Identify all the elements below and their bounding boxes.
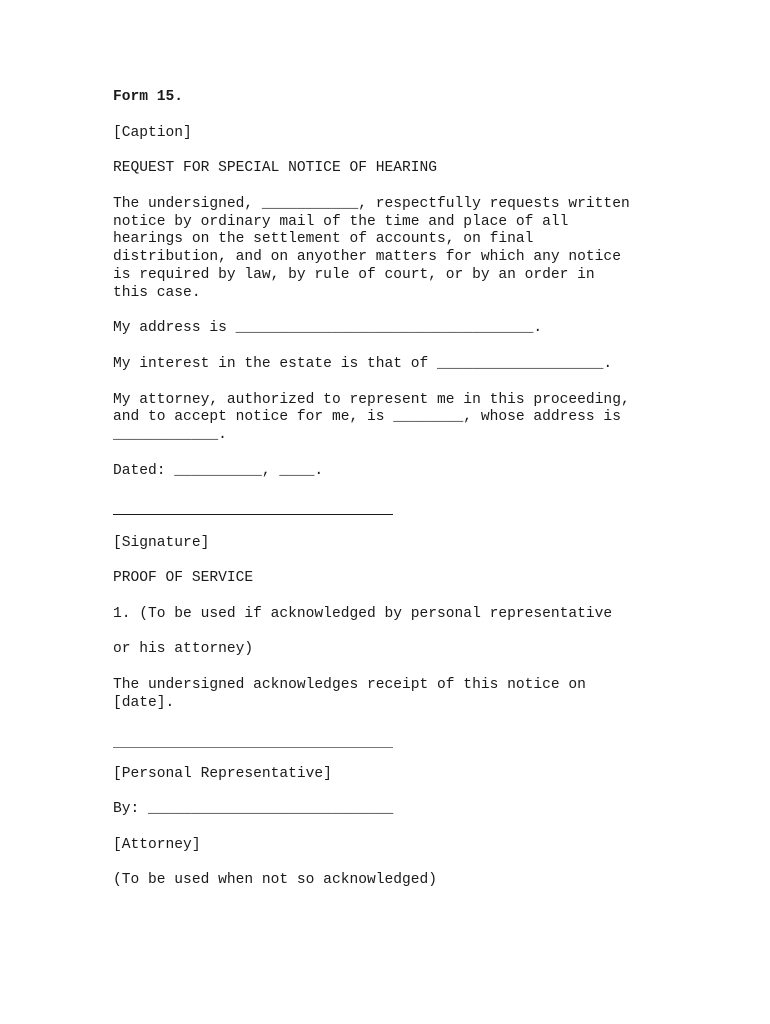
item-1-continuation: or his attorney) xyxy=(113,641,254,658)
request-paragraph-line: distribution, and on anyother matters for which any notice xyxy=(113,249,621,266)
proof-of-service-heading: PROOF OF SERVICE xyxy=(113,570,254,587)
attorney-paragraph xyxy=(113,392,663,445)
spacer xyxy=(113,515,663,535)
request-paragraph-line: hearings on the settlement of accounts, on final xyxy=(113,231,534,248)
form-title: Form 15. xyxy=(113,89,184,105)
request-paragraph-line: notice by ordinary mail of the time and place of all xyxy=(113,213,569,230)
not-acknowledged-line: (To be used when not so acknowledged) xyxy=(113,872,438,889)
personal-representative-label: [Personal Representative] xyxy=(113,765,332,782)
attorney-label: [Attorney] xyxy=(113,836,201,853)
spacer xyxy=(113,481,663,513)
address-line: My address is __________________________________. xyxy=(113,320,543,337)
request-paragraph-line: this case. xyxy=(113,284,201,301)
signature-label: [Signature] xyxy=(113,534,210,551)
acknowledgment-paragraph xyxy=(113,677,663,713)
spacer xyxy=(113,713,663,746)
request-paragraph xyxy=(113,196,663,303)
by-line: By: ____________________________ xyxy=(113,801,394,818)
request-paragraph-line: The undersigned, ___________, respectfully requests written xyxy=(113,195,630,212)
caption-placeholder: [Caption] xyxy=(113,124,192,141)
request-heading: REQUEST FOR SPECIAL NOTICE OF HEARING xyxy=(113,160,438,177)
acknowledgment-line: The undersigned acknowledges receipt of this notice on xyxy=(113,676,586,693)
attorney-paragraph-line: ____________. xyxy=(113,427,227,444)
dated-line: Dated: __________, ____. xyxy=(113,462,324,479)
item-1-line: 1. (To be used if acknowledged by personal representative xyxy=(113,605,613,622)
spacer xyxy=(113,748,663,766)
request-paragraph-line: is required by law, by rule of court, or by an order in xyxy=(113,266,595,283)
attorney-paragraph-line: My attorney, authorized to represent me in this proceeding, xyxy=(113,391,630,408)
attorney-paragraph-line: and to accept notice for me, is ________, whose address is xyxy=(113,409,621,426)
acknowledgment-line: [date]. xyxy=(113,694,175,711)
document-page xyxy=(113,89,663,908)
interest-line: My interest in the estate is that of ___________________. xyxy=(113,355,613,372)
